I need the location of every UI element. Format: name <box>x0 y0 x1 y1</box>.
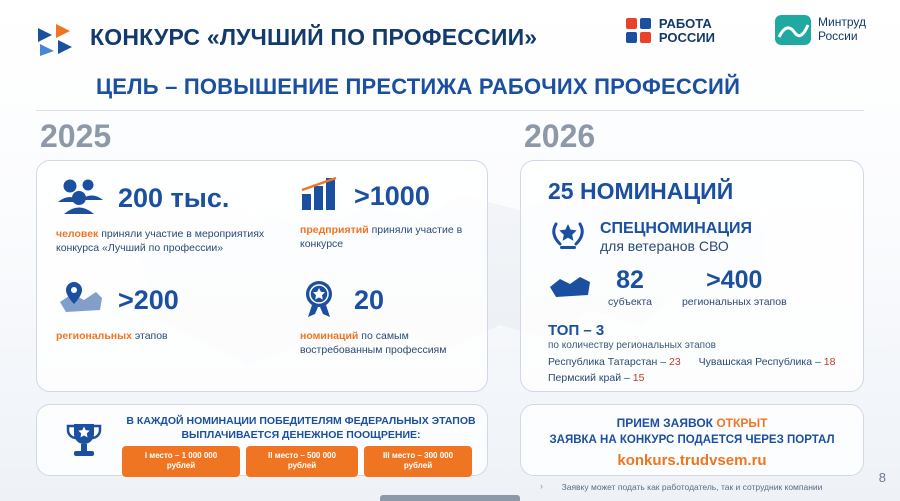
right-stats <box>548 268 787 308</box>
stat-regional-stages-value: >200 <box>118 285 179 315</box>
rabota-rossii-line2: РОССИИ <box>658 29 715 45</box>
top3-item-2 <box>699 355 836 371</box>
top3-item-1 <box>548 355 681 371</box>
stat-people-value: 200 тыс. <box>118 183 230 213</box>
stat-enterprises-caption-strong: предприятий <box>300 224 369 236</box>
special-nomination-subtitle: для ветеранов СВО <box>600 237 729 254</box>
stat-people-caption-strong: человек <box>56 228 99 240</box>
stat-subjects-caption: субъекта <box>608 296 652 308</box>
stat-enterprises-caption-rest: приняли участие в конкурсе <box>300 224 463 251</box>
slide-subtitle: ЦЕЛЬ – ПОВЫШЕНИЕ ПРЕСТИЖА РАБОЧИХ ПРОФЕССИЙ <box>96 74 741 99</box>
footer-bar <box>380 495 520 501</box>
stat-enterprises-value: >1000 <box>354 181 430 211</box>
divider <box>36 110 864 111</box>
stat-regional-stages-caption-rest: этапов <box>131 330 168 342</box>
stat-regional-stages <box>56 278 266 343</box>
application-note: Заявку может подать как работодатель, так и сотрудник компании <box>561 482 823 492</box>
mintrud-line1: Минтруд <box>818 15 866 30</box>
mintrud-logo <box>775 15 866 45</box>
top3-subheading: по количеству региональных этапов <box>548 340 716 351</box>
prizes-text-line1: В КАЖДОЙ НОМИНАЦИИ ПОБЕДИТЕЛЯМ ФЕДЕРАЛЬНЫХ ЭТАПОВ <box>126 415 476 427</box>
special-nomination-title: СПЕЦНОМИНАЦИЯ <box>600 219 753 237</box>
prizes-text <box>126 414 476 442</box>
stat-regional-stages-2026-caption: региональных этапов <box>681 296 787 308</box>
prize-first <box>122 446 240 477</box>
factory-icon <box>300 176 342 217</box>
top3-heading: ТОП – 3 <box>548 322 605 339</box>
stat-regional-stages-2026 <box>682 268 787 308</box>
map-pin-icon <box>56 278 106 323</box>
year-2026-label: 2026 <box>524 118 596 154</box>
application-status-accent: ОТКРЫТ <box>716 416 768 430</box>
competition-logo-icon <box>36 22 80 56</box>
application-portal-line: ЗАЯВКА НА КОНКУРС ПОДАЕТСЯ ЧЕРЕЗ ПОРТАЛ <box>549 434 835 446</box>
mintrud-mark-icon <box>775 15 811 45</box>
application-status-prefix: ПРИЕМ ЗАЯВОК <box>616 416 717 430</box>
stat-people <box>56 176 266 255</box>
prize-first-place: I место – 1 000 000 <box>144 451 218 460</box>
prize-second-unit: рублей <box>287 461 317 471</box>
prize-list <box>122 446 472 477</box>
mintrud-line2: России <box>818 29 858 43</box>
page-number: 8 <box>878 470 886 485</box>
prize-third-unit: рублей <box>403 461 433 471</box>
prize-third <box>364 446 472 477</box>
header <box>0 0 900 66</box>
stat-people-caption-rest: приняли участие в мероприятиях конкурса «Лучший по профессии» <box>56 228 265 255</box>
laurel-star-icon <box>548 218 588 257</box>
rabota-rossii-mark-icon <box>626 18 652 44</box>
mintrud-label <box>818 16 866 44</box>
chevron-right-icon: › <box>540 481 543 491</box>
nominations-title: 25 НОМИНАЦИЙ <box>548 178 734 204</box>
special-nomination <box>548 218 752 257</box>
rabota-rossii-label <box>659 17 715 44</box>
page-title: КОНКУРС «ЛУЧШИЙ ПО ПРОФЕССИИ» <box>90 24 538 50</box>
stat-regional-stages-caption-strong: региональных <box>56 330 132 342</box>
map-region-icon <box>548 269 592 308</box>
stat-enterprises <box>300 176 475 251</box>
top3-item-3-value: 15 <box>632 371 645 384</box>
stat-nominations-value: 20 <box>354 285 385 315</box>
stat-nominations <box>300 278 475 357</box>
prize-third-place: III место – 300 000 <box>382 451 454 460</box>
top3-item-3 <box>548 372 644 384</box>
top3-list <box>548 355 848 387</box>
prize-first-unit: рублей <box>166 461 196 471</box>
people-icon <box>56 176 106 221</box>
top3-item-1-name: Республика Татарстан – <box>548 356 667 368</box>
application-status-line <box>520 416 864 430</box>
stat-nominations-caption-rest: по самым востребованным профессиям <box>300 330 447 357</box>
stat-subjects <box>608 268 652 308</box>
prize-second <box>246 446 358 477</box>
rabota-rossii-logo <box>626 17 715 44</box>
portal-url-link[interactable]: konkurs.trudvsem.ru <box>617 452 767 469</box>
top3-item-3-name: Пермский край – <box>548 371 630 384</box>
top3-block <box>548 322 848 387</box>
prizes-text-line2: ВЫПЛАЧИВАЕТСЯ ДЕНЕЖНОЕ ПООЩРЕНИЕ: <box>181 429 421 442</box>
stat-subjects-value: 82 <box>616 266 644 294</box>
award-medal-icon <box>300 278 342 323</box>
top3-item-2-name: Чувашская Республика – <box>698 356 821 368</box>
stat-nominations-caption-strong: номинаций <box>300 330 359 342</box>
stat-regional-stages-2026-value: >400 <box>706 266 763 294</box>
top3-item-2-value: 18 <box>823 356 836 368</box>
rabota-rossii-line1: РАБОТА <box>658 16 712 31</box>
top3-item-1-value: 23 <box>668 356 681 368</box>
year-2025-label: 2025 <box>40 118 112 154</box>
trophy-icon <box>62 418 106 467</box>
prize-second-place: II место – 500 000 <box>268 451 336 460</box>
